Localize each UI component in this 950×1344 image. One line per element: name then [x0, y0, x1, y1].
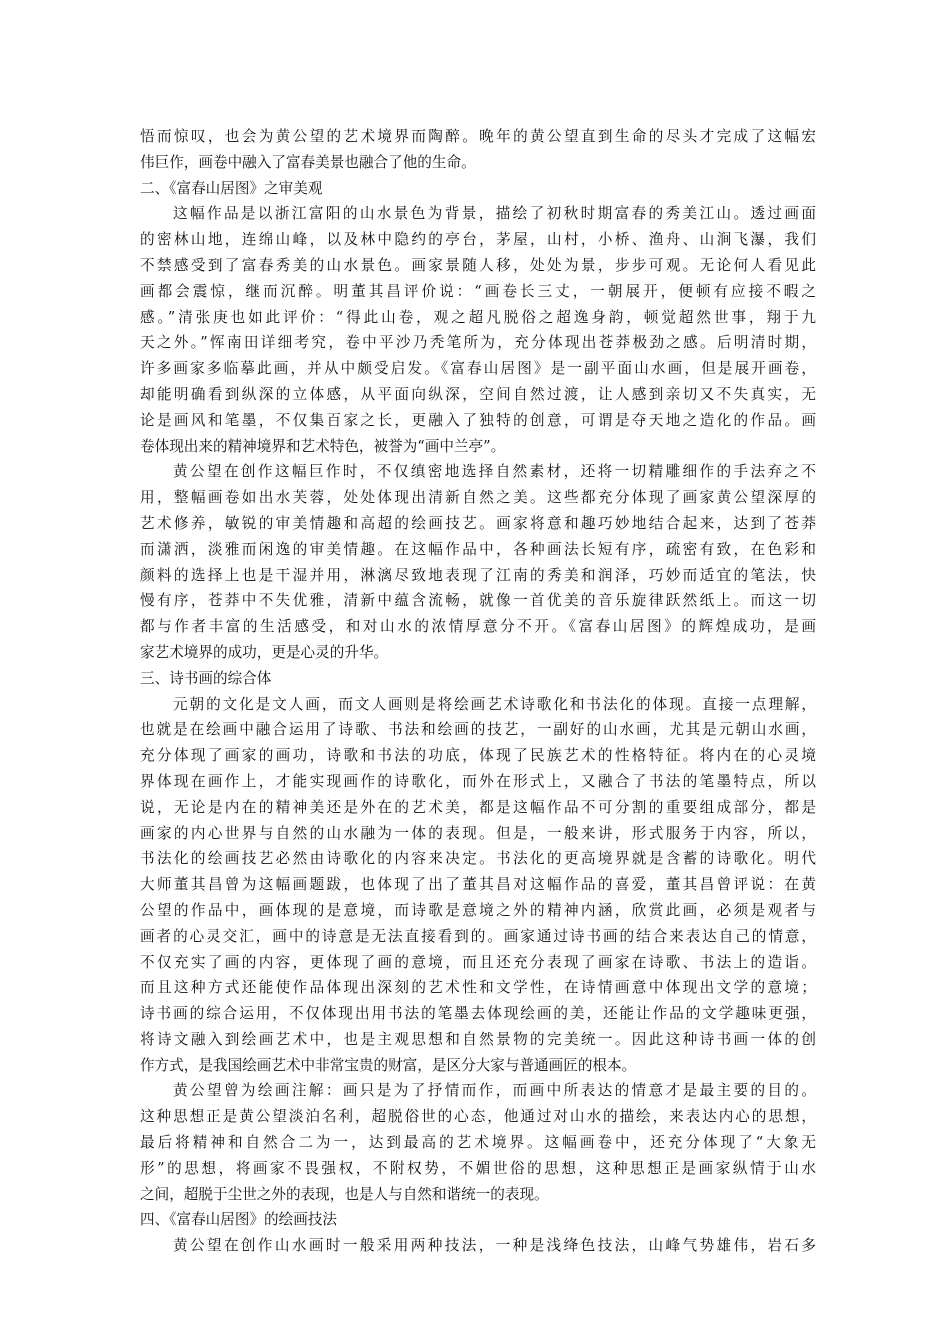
- text-line: 这种思想正是黄公望淡泊名利，超脱俗世的心态，他通过对山水的描绘，来表达内心的思想，: [140, 1108, 816, 1126]
- text-line: 元朝的文化是文人画，而文人画则是将绘画艺术诗歌化和书法化的体现。直接一点理解，: [173, 695, 816, 713]
- text-line: 也就是在绘画中融合运用了诗歌、书法和绘画的技艺，一副好的山水画，尤其是元朝山水画，: [140, 721, 816, 739]
- text-line: 作方式，是我国绘画艺术中非常宝贵的财富，是区分大家与普通画匠的根本。: [140, 1056, 637, 1074]
- text-line: 悟而惊叹，也会为黄公望的艺术境界而陶醉。晚年的黄公望直到生命的尽头才完成了这幅宏: [140, 128, 816, 145]
- text-line: 的密林山地，连绵山峰，以及林中隐约的亭台，茅屋，山村，小桥、渔舟、山涧飞瀑，我们: [140, 231, 816, 249]
- section-heading: 三、诗书画的综合体: [140, 669, 272, 687]
- text-line: 黄公望在创作这幅巨作时，不仅缜密地选择自然素材，还将一切精雕细作的手法弃之不: [173, 463, 816, 481]
- text-line: 黄公望曾为绘画注解：画只是为了抒情而作，而画中所表达的情意才是最主要的目的。: [173, 1082, 816, 1100]
- text-line: 慢有序，苍莽中不失优雅，清新中蕴含流畅，就像一首优美的音乐旋律跃然纸上。而这一切: [140, 592, 816, 610]
- text-line: 诗书画的综合运用，不仅体现出用书法的笔墨去体现绘画的美，还能让作品的文学趣味更强，: [140, 1005, 816, 1023]
- section-heading: 二、《富春山居图》之审美观: [140, 179, 323, 197]
- text-line: 用，整幅画卷如出水芙蓉，处处体现出清新自然之美。这些都充分体现了画家黄公望深厚的: [140, 489, 816, 507]
- text-line: 卷体现出来的精神境界和艺术特色，被誉为“画中兰亭”。: [140, 437, 506, 455]
- text-line: 画者的心灵交汇，画中的诗意是无法直接看到的。画家通过诗书画的结合来表达自己的情意，: [140, 927, 816, 945]
- text-line: 而潇洒，淡雅而闲逸的审美情趣。在这幅作品中，各种画法长短有序，疏密有致，在色彩和: [140, 540, 816, 558]
- text-line: 黄公望在创作山水画时一般采用两种技法，一种是浅绛色技法，山峰气势雄伟，岩石多: [173, 1237, 816, 1255]
- text-line: 之间，超脱于尘世之外的表现，也是人与自然和谐统一的表现。: [140, 1185, 549, 1203]
- text-line: 都与作者丰富的生活感受，和对山水的浓情厚意分不开。《富春山居图》的辉煌成功，是画: [140, 618, 816, 636]
- text-line: 书法化的绘画技艺必然由诗歌化的内容来决定。书法化的更高境界就是含蓄的诗歌化。明代: [140, 850, 816, 868]
- text-line: 不禁感受到了富春秀美的山水景色。画家景随人移，处处为景，步步可观。无论何人看见此: [140, 256, 816, 274]
- text-line: 而且这种方式还能使作品体现出深刻的艺术性和文学性，在诗情画意中体现出文学的意境；: [140, 979, 816, 997]
- text-line: 感。”清张庚也如此评价：“得此山卷，观之超凡脱俗之超逸身韵，顿觉超然世事，翔于九: [140, 308, 816, 326]
- text-line: 这幅作品是以浙江富阳的山水景色为背景，描绘了初秋时期富春的秀美江山。透过画面: [173, 205, 816, 223]
- text-line: 说，无论是内在的精神美还是外在的艺术美，都是这幅作品不可分割的重要组成部分，都是: [140, 798, 816, 816]
- section-heading: 四、《富春山居图》的绘画技法: [140, 1211, 338, 1229]
- document-page: [140, 124, 816, 1259]
- text-line: 天之外。”恽南田详细考究，卷中平沙乃秃笔所为，充分体现出苍莽极劲之感。后明清时期，: [140, 334, 816, 352]
- text-line: 形”的思想，将画家不畏强权，不附权势，不媚世俗的思想，这种思想正是画家纵情于山水: [140, 1159, 816, 1177]
- text-line: 艺术修养，敏锐的审美情趣和高超的绘画技艺。画家将意和趣巧妙地结合起来，达到了苍莽: [140, 514, 816, 532]
- text-line: 画家的内心世界与自然的山水融为一体的表现。但是，一般来讲，形式服务于内容，所以，: [140, 824, 816, 842]
- text-line: 界体现在画作上，才能实现画作的诗歌化，而外在形式上，又融合了书法的笔墨特点，所以: [140, 772, 816, 790]
- text-line: 公望的作品中，画体现的是意境，而诗歌是意境之外的精神内涵，欣赏此画，必须是观者与: [140, 901, 816, 919]
- text-line: 画都会震惊，继而沉醉。明董其昌评价说：“画卷长三丈，一朝展开，便顿有应接不暇之: [140, 282, 816, 300]
- text-line: 充分体现了画家的画功，诗歌和书法的功底，体现了民族艺术的性格特征。将内在的心灵境: [140, 747, 816, 765]
- text-line: 大师董其昌曾为这幅画题跋，也体现了出了董其昌对这幅作品的喜爱，董其昌曾评说：在黄: [140, 876, 816, 894]
- text-line: 伟巨作，画卷中融入了富春美景也融合了他的生命。: [140, 153, 476, 171]
- text-line: 却能明确看到纵深的立体感，从平面向纵深，空间自然过渡，让人感到亲切又不失真实，无: [140, 385, 816, 403]
- text-line: 许多画家多临摹此画，并从中颇受启发。《富春山居图》是一副平面山水画，但是展开画卷，: [140, 360, 816, 378]
- text-line: 论是画风和笔墨，不仅集百家之长，更融入了独特的创意，可谓是夺天地之造化的作品。画: [140, 411, 816, 429]
- text-line: 将诗文融入到绘画艺术中，也是主观思想和自然景物的完美统一。因此这种诗书画一体的创: [140, 1030, 816, 1048]
- text-line: 颜料的选择上也是干湿并用，淋漓尽致地表现了江南的秀美和润泽，巧妙而适宜的笔法，快: [140, 566, 816, 584]
- text-line: 家艺术境界的成功，更是心灵的升华。: [140, 643, 389, 661]
- text-line: 最后将精神和自然合二为一，达到最高的艺术境界。这幅画卷中，还充分体现了“大象无: [140, 1134, 816, 1152]
- text-line: 不仅充实了画的内容，更体现了画的意境，而且还充分表现了画家在诗歌、书法上的造诣。: [140, 953, 816, 971]
